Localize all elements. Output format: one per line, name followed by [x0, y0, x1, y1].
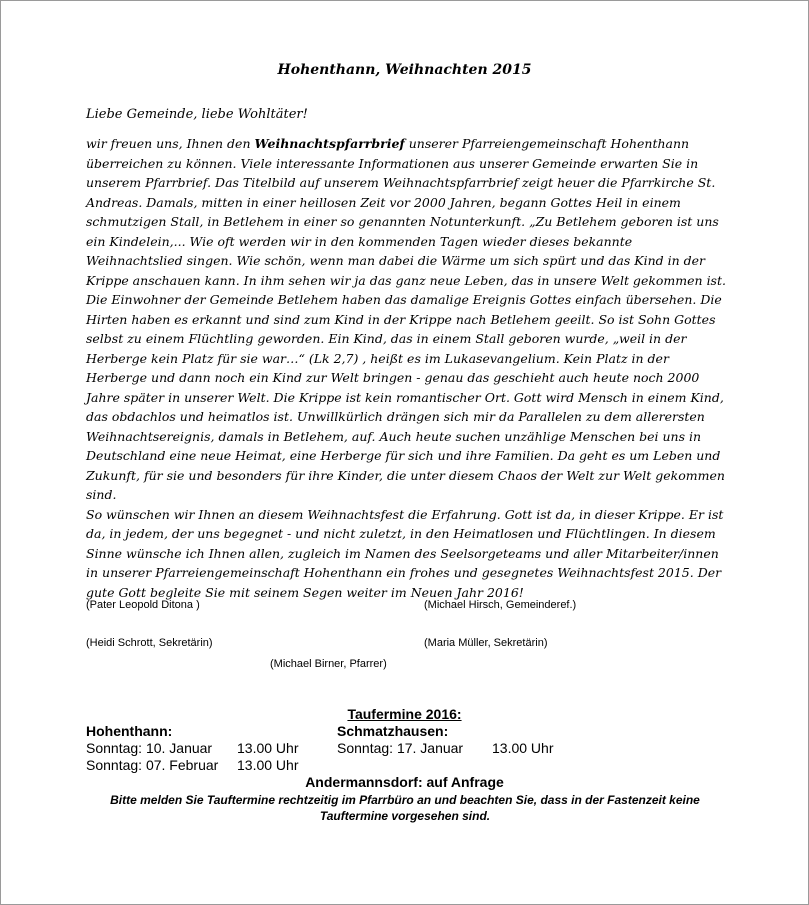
baptism-time: 13.00 Uhr	[492, 740, 554, 756]
baptism-time: 13.00 Uhr	[237, 757, 299, 773]
signature-gemeinderef: (Michael Hirsch, Gemeinderef.)	[424, 599, 577, 611]
greeting: Liebe Gemeinde, liebe Wohltäter!	[86, 107, 308, 122]
signature-pfarrer: (Michael Birner, Pfarrer)	[270, 658, 387, 670]
signature-pater: (Pater Leopold Ditona )	[86, 599, 200, 611]
p1-start: wir freuen uns, Ihnen den	[86, 136, 255, 151]
letter-body	[86, 134, 726, 602]
baptism-date: Sonntag: 07. Februar	[86, 757, 219, 773]
baptism-heading: Taufermine 2016:	[347, 706, 462, 722]
letter-paragraph-2: So wünschen wir Ihnen an diesem Weihnachtsfest die Erfahrung. Gott ist da, in dieser Krippe. Er ist da, in jedem, der uns begegnet - und nicht zuletzt, in den Heimatlosen und Flüchtlingen. In diesem Sinne wünsche ich Ihnen allen, zugleich im Namen des Seelsorgeteams und aller Mitarbeiter/innen in unserer Pfarreiengemeinschaft Hohenthann ein frohes und gesegnetes Weihnachtsfest 2015. Der gute Gott begleite Sie mit seinem Segen weiter im Neuen Jahr 2016!	[86, 506, 724, 600]
signature-sekretaerin-2: (Maria Müller, Sekretärin)	[424, 637, 548, 649]
pfarrbrief-highlight: Weihnachtspfarrbrief	[254, 136, 405, 151]
baptism-time: 13.00 Uhr	[237, 740, 299, 756]
signature-sekretaerin-1: (Heidi Schrott, Sekretärin)	[86, 637, 213, 649]
registration-note: Bitte melden Sie Tauftermine rechtzeitig im Pfarrbüro an und beachten Sie, dass in der Fastenzeit keine Tauftermine vorgesehen sind.	[110, 793, 700, 823]
location-schmatzhausen: Schmatzhausen:	[337, 723, 449, 739]
p1-rest: unserer Pfarreiengemeinschaft Hohenthann überreichen zu können. Viele interessante Informationen aus unserer Gemeinde erwarten Sie in unserem Pfarrbrief. Das Titelbild auf unserem Weihnachtspfarrbrief zeigt heuer die Pfarrkirche St. Andreas. Damals, mitten in einer heillosen Zeit vor 2000 Jahren, begann Gottes Heil in einem schmutzigen Stall, in Betlehem in einer so genannten Notunterkunft. „Zu Betlehem geboren ist uns ein Kindelein,... Wie oft werden wir in den kommenden Tagen wieder dieses bekannte Weihnachtslied singen. Wie schön, wenn man dabei die Wärme um sich spürt und das Kind in der Krippe anschauen kann. In ihm sehen wir ja das ganz neue Leben, das in unsere Welt gekommen ist. Die Einwohner der Gemeinde Betlehem haben das damalige Ereignis Gottes einfach übersehen. Die Hirten haben es erkannt und sind zum Kind in der Krippe nach Betlehem geeilt. So ist Sohn Gottes selbst zu einem Flüchtling geworden. Ein Kind, das in einem Stall geboren wurde, „weil in der Herberge kein Platz für sie war…“ (Lk 2,7) , heißt es im Lukasevangelium. Kein Platz in der Herberge und dann noch ein Kind zur Welt bringen - genau das geschieht auch heute noch 2000 Jahre später in unserer Welt. Die Krippe ist kein romantischer Ort. Gott wird Mensch in einem Kind, das obdachlos und heimatlos ist. Unwillkürlich drängen sich mir da Parallelen zu dem allerersten Weihnachtsereignis, damals in Betlehem, auf. Auch heute suchen unzählige Menschen bei uns in Deutschland eine neue Heimat, eine Herberge für sich und ihre Familien. Da geht es um Leben und Zukunft, für sie und besonders für ihre Kinder, die unter diesem Chaos der Welt zur Welt gekommen sind.	[86, 136, 726, 502]
baptism-date: Sonntag: 10. Januar	[86, 740, 213, 756]
letter-paragraph-1	[86, 134, 726, 505]
location-hohenthann: Hohenthann:	[86, 723, 173, 739]
baptism-date: Sonntag: 17. Januar	[337, 740, 464, 756]
andermannsdorf-note: Andermannsdorf: auf Anfrage	[305, 774, 504, 790]
letter-title: Hohenthann, Weihnachten 2015	[277, 62, 532, 78]
